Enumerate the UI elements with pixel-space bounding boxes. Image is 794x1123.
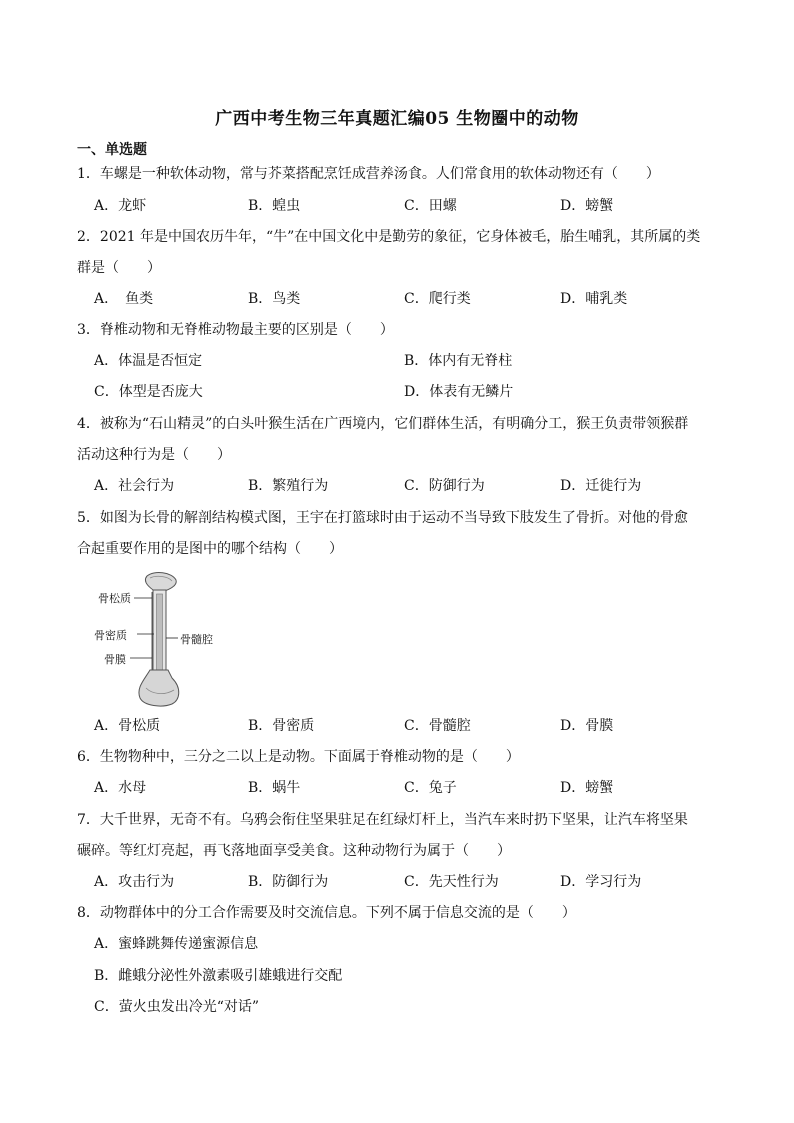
q4-option-a: A．社会行为 xyxy=(94,478,175,494)
q8-option-a: A．蜜蜂跳舞传递蜜源信息 xyxy=(94,936,259,952)
q2-option-b: B．鸟类 xyxy=(248,291,301,307)
q3-option-c: C．体型是否庞大 xyxy=(94,384,203,400)
section-heading: 一、单选题 xyxy=(77,142,147,158)
question-5-text-line1: 5．如图为长骨的解剖结构模式图，王宇在打篮球时由于运动不当导致下肢发生了骨折。对他的骨愈 xyxy=(77,510,688,526)
question-2-text-line1: 2．2021 年是中国农历牛年，“牛”在中国文化中是勤劳的象征，它身体被毛，胎生哺乳，其所属的类 xyxy=(77,229,701,245)
q7-option-d: D．学习行为 xyxy=(560,874,642,890)
question-4-text-line2: 活动这种行为是（ ） xyxy=(77,447,231,463)
q2-option-c: C．爬行类 xyxy=(404,291,471,307)
question-3-text: 3．脊椎动物和无脊椎动物最主要的区别是（ ） xyxy=(77,322,394,338)
label-periosteum: 骨膜 xyxy=(104,653,126,666)
label-spongy-bone: 骨松质 xyxy=(98,592,131,605)
q5-option-d: D．骨膜 xyxy=(560,718,614,734)
q6-option-c: C．兔子 xyxy=(404,780,457,796)
q8-option-b: B．雌蛾分泌性外激素吸引雄蛾进行交配 xyxy=(94,968,343,984)
q6-option-d: D．螃蟹 xyxy=(560,780,614,796)
question-6-text: 6．生物物种中，三分之二以上是动物。下面属于脊椎动物的是（ ） xyxy=(77,749,520,765)
question-5-text-line2: 合起重要作用的是图中的哪个结构（ ） xyxy=(77,541,343,557)
q6-option-a: A．水母 xyxy=(94,780,147,796)
q7-option-a: A．攻击行为 xyxy=(94,874,175,890)
question-7-text-line2: 碾碎。等红灯亮起，再飞落地面享受美食。这种动物行为属于（ ） xyxy=(77,843,511,859)
question-1-text: 1．车螺是一种软体动物，常与芥菜搭配烹饪成营养汤食。人们常食用的软体动物还有（ ） xyxy=(77,166,660,182)
document-title: 广西中考生物三年真题汇编05 生物圈中的动物 xyxy=(215,109,579,129)
long-bone-diagram xyxy=(92,570,232,710)
q7-option-c: C．先天性行为 xyxy=(404,874,499,890)
q5-option-c: C．骨髓腔 xyxy=(404,718,471,734)
q4-option-d: D．迁徙行为 xyxy=(560,478,642,494)
q6-option-b: B．蜗牛 xyxy=(248,780,301,796)
q1-option-a: A．龙虾 xyxy=(94,198,147,214)
q5-option-a: A．骨松质 xyxy=(94,718,161,734)
q8-option-c: C．萤火虫发出冷光“对话” xyxy=(94,999,260,1015)
label-marrow-cavity: 骨髓腔 xyxy=(180,633,213,646)
q7-option-b: B．防御行为 xyxy=(248,874,329,890)
q4-option-c: C．防御行为 xyxy=(404,478,485,494)
question-4-text-line1: 4．被称为“石山精灵”的白头叶猴生活在广西境内，它们群体生活，有明确分工，猴王负责带领猴群 xyxy=(77,416,689,432)
q3-option-d: D．体表有无鳞片 xyxy=(404,384,514,400)
question-8-text: 8．动物群体中的分工合作需要及时交流信息。下列不属于信息交流的是（ ） xyxy=(77,905,576,921)
q1-option-d: D．螃蟹 xyxy=(560,198,614,214)
q4-option-b: B．繁殖行为 xyxy=(248,478,329,494)
q1-option-c: C．田螺 xyxy=(404,198,457,214)
question-2-text-line2: 群是（ ） xyxy=(77,260,161,276)
q2-option-a: A． 鱼类 xyxy=(94,291,154,307)
q1-option-b: B．蝗虫 xyxy=(248,198,301,214)
q2-option-d: D．哺乳类 xyxy=(560,291,628,307)
question-7-text-line1: 7．大千世界，无奇不有。乌鸦会衔住坚果驻足在红绿灯杆上，当汽车来时扔下坚果，让汽车将坚果 xyxy=(77,812,688,828)
q5-option-b: B．骨密质 xyxy=(248,718,315,734)
q3-option-b: B．体内有无脊柱 xyxy=(404,353,513,369)
q3-option-a: A．体温是否恒定 xyxy=(94,353,203,369)
label-compact-bone: 骨密质 xyxy=(94,629,127,642)
